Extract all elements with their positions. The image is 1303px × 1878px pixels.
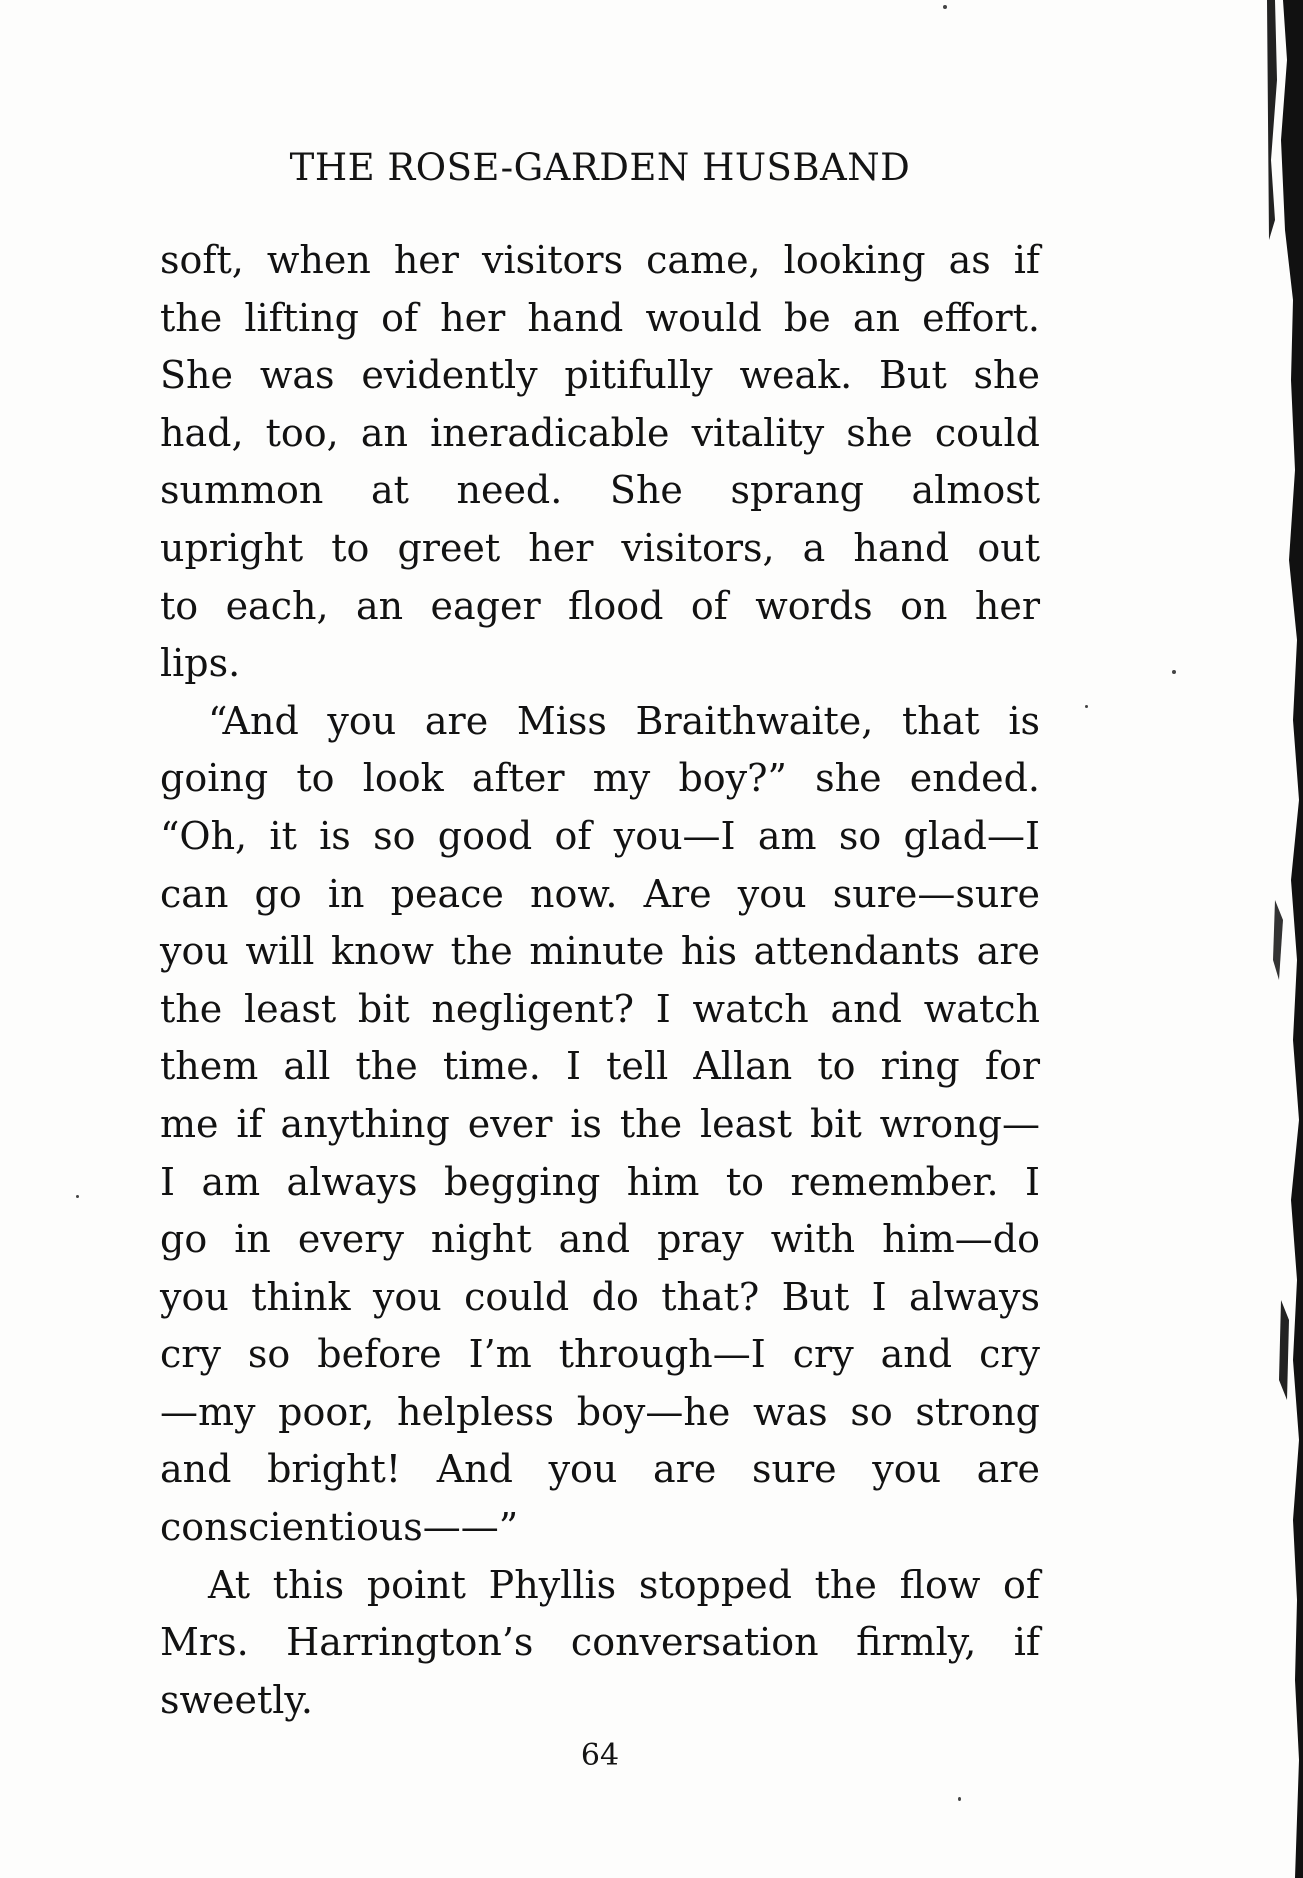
scan-speck [76,1195,79,1198]
scan-speck [1085,705,1088,708]
text-line: you think you could do that? But I always [160,1274,1040,1319]
text-line: going to look after my boy?” she ended. [160,756,1040,801]
text-line: the least bit negligent? I watch and watch [160,986,1040,1031]
text-line: and bright! And you are sure you are [160,1447,1040,1492]
text-line: “And you are Miss Braithwaite, that is [208,698,1040,743]
text-line: At this point Phyllis stopped the flow of [208,1562,1040,1607]
text-line: lips. [160,641,241,686]
text-line: “Oh, it is so good of you—I am so glad—I [160,813,1040,858]
text-line: upright to greet her visitors, a hand out [160,525,1040,570]
text-line: —my poor, helpless boy—he was so strong [160,1389,1040,1434]
text-line: to each, an eager flood of words on her [160,583,1040,628]
text-line: cry so before I’m through—I cry and cry [160,1332,1040,1377]
scan-speck [1172,670,1176,674]
text-line: me if anything ever is the least bit wrong— [160,1101,1040,1146]
body-text [160,232,1040,1729]
text-line: summon at need. She sprang almost [160,468,1040,513]
text-line: them all the time. I tell Allan to ring for [160,1044,1040,1089]
text-line: Mrs. Harrington’s conversation firmly, if [160,1620,1040,1665]
scanned-binding-edge [1253,0,1303,1878]
page-number: 64 [580,1738,620,1773]
text-line: the lifting of her hand would be an effort. [160,295,1040,340]
text-line: She was evidently pitifully weak. But she [160,353,1040,398]
text-line: I am always begging him to remember. I [160,1159,1040,1204]
text-line: had, too, an ineradicable vitality she could [160,410,1040,455]
text-line: you will know the minute his attendants are [160,929,1040,974]
running-head: THE ROSE-GARDEN HUSBAND [289,146,911,189]
text-line: go in every night and pray with him—do [160,1217,1040,1262]
text-line: can go in peace now. Are you sure—sure [160,871,1040,916]
text-line: conscientious——” [160,1505,519,1550]
text-line: soft, when her visitors came, looking as if [160,238,1040,282]
scan-speck [958,1797,961,1801]
scan-speck [943,5,947,9]
text-line: sweetly. [160,1677,313,1722]
